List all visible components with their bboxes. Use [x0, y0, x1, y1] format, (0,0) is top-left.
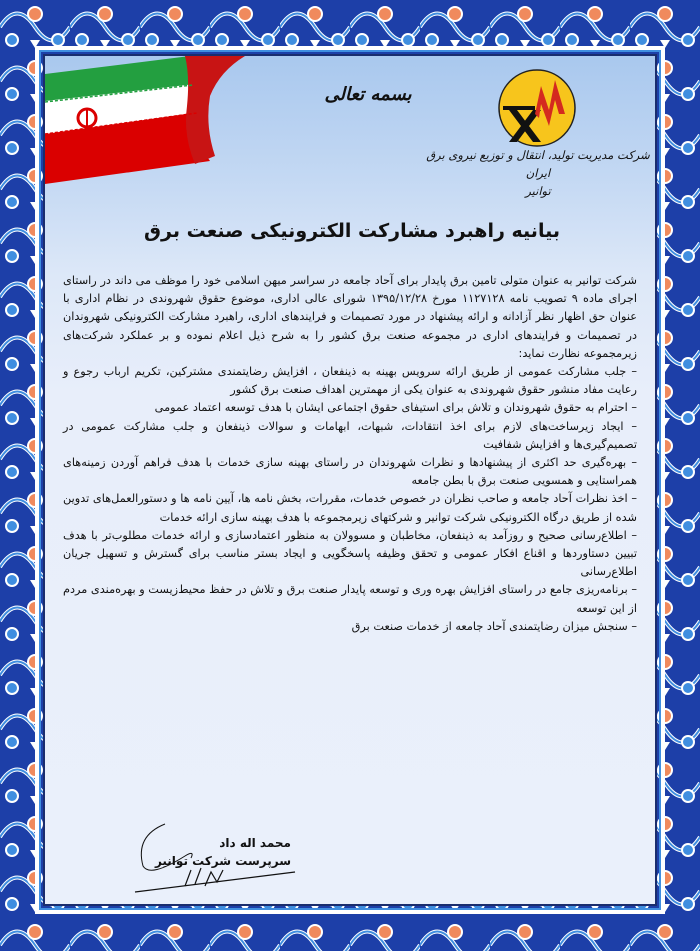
bismillah-heading: بسمه تعالی	[324, 84, 412, 105]
company-full-name: شرکت مدیریت تولید، انتقال و توزیع نیروی برق ایران	[426, 148, 650, 180]
list-item: – ایجاد زیرساخت‌های لازم برای اخذ انتقادات، شبهات، ابهامات و سوالات ذینفعان و جلب مشارکت عمومی در تصمیم‌گیری‌ها و افزایش شفافیت	[63, 419, 637, 451]
signatory-name: محمد اله داد	[219, 836, 291, 850]
company-name	[420, 146, 656, 200]
document-page	[43, 54, 657, 906]
list-item: – اخذ نظرات آحاد جامعه و صاحب نظران در خصوص خدمات، مقررات، بخش نامه ها، آیین نامه ها و دستورالعمل‌های تدوین شده از طریق درگاه الکترونیکی شرکت توانیر و شرکتهای زیرمجموعه با هدف بهینه سازی ارائه خدمات	[63, 492, 637, 524]
list-item: – بهره‌گیری حد اکثری از پیشنهادها و نظرات شهروندان در راستای بهینه سازی خدمات با هدف فراهم آوردن زمینه‌های همراستایی و همسویی صنعت برق با بطن جامعه	[63, 456, 637, 488]
list-item: – احترام به حقوق شهروندان و تلاش برای استیفای حقوق اجتماعی ایشان با هدف توسعه اعتماد عمومی	[154, 401, 637, 415]
list-item: – اطلاع‌رسانی صحیح و روزآمد به ذینفعان، مخاطبان و مسوولان به منظور اعتمادسازی و ارائه خدمات مطلوب‌تر با هدف تبیین دستاوردها و اقناع افکار عمومی و تحقق وظیفه پاسخگویی و ایجاد بستر مناسب برای گسترش و تسهیل جریان اطلاع‌رسانی	[63, 528, 637, 579]
document-title: بیانیه راهبرد مشارکت الکترونیکی صنعت برق	[144, 220, 560, 242]
list-item: – جلب مشارکت عمومی از طریق ارائه سرویس بهینه به ذینفعان ، افزایش رضایتمندی مشترکین، تکریم ارباب رجوع و رعایت مفاد منشور حقوق شهروندی به عنوان یکی از مهمترین اهداف صنعت برق کشور	[63, 365, 637, 397]
signatory-role: سرپرست شرکت توانیر	[154, 854, 291, 868]
tavanir-logo-icon	[495, 66, 579, 150]
list-item: – سنجش میزان رضایتمندی آحاد جامعه از خدمات صنعت برق	[351, 619, 637, 633]
signature-block	[141, 834, 291, 870]
document-body	[63, 272, 637, 636]
intro-paragraph: شرکت توانیر به عنوان متولی تامین برق پایدار برای آحاد جامعه در سراسر میهن اسلامی خود را موظف می داند در راستای اجرای ماده ۹ تصویب نامه ۱۱۲۷۱۲۸ مورخ ۱۳۹۵/۱۲/۲۸ شورای عالی اداری، موضوع حقوق شهروندی در نظام اداری با عنوان حق اظهار نظر آزادانه و ارائه پیشنهاد در مورد تصمیمات و فرایندهای اداری، راهبرد مشارکت الکترونیکی شهروندان در تصمیمات و فرایندهای اداری در مجموعه صنعت برق کشور را به شرح ذیل اعلام نموده و بر عملکرد شرکت‌های زیرمجموعه نظارت نماید:	[63, 274, 637, 360]
list-item: – برنامه‌ریزی جامع در راستای افزایش بهره وری و توسعه پایدار صنعت برق و تلاش در حفظ محیط‌زیست و بهره‌مندی مردم از این توسعه	[63, 583, 637, 615]
iran-flag-icon	[45, 56, 245, 196]
company-short-name: توانیر	[525, 184, 551, 198]
